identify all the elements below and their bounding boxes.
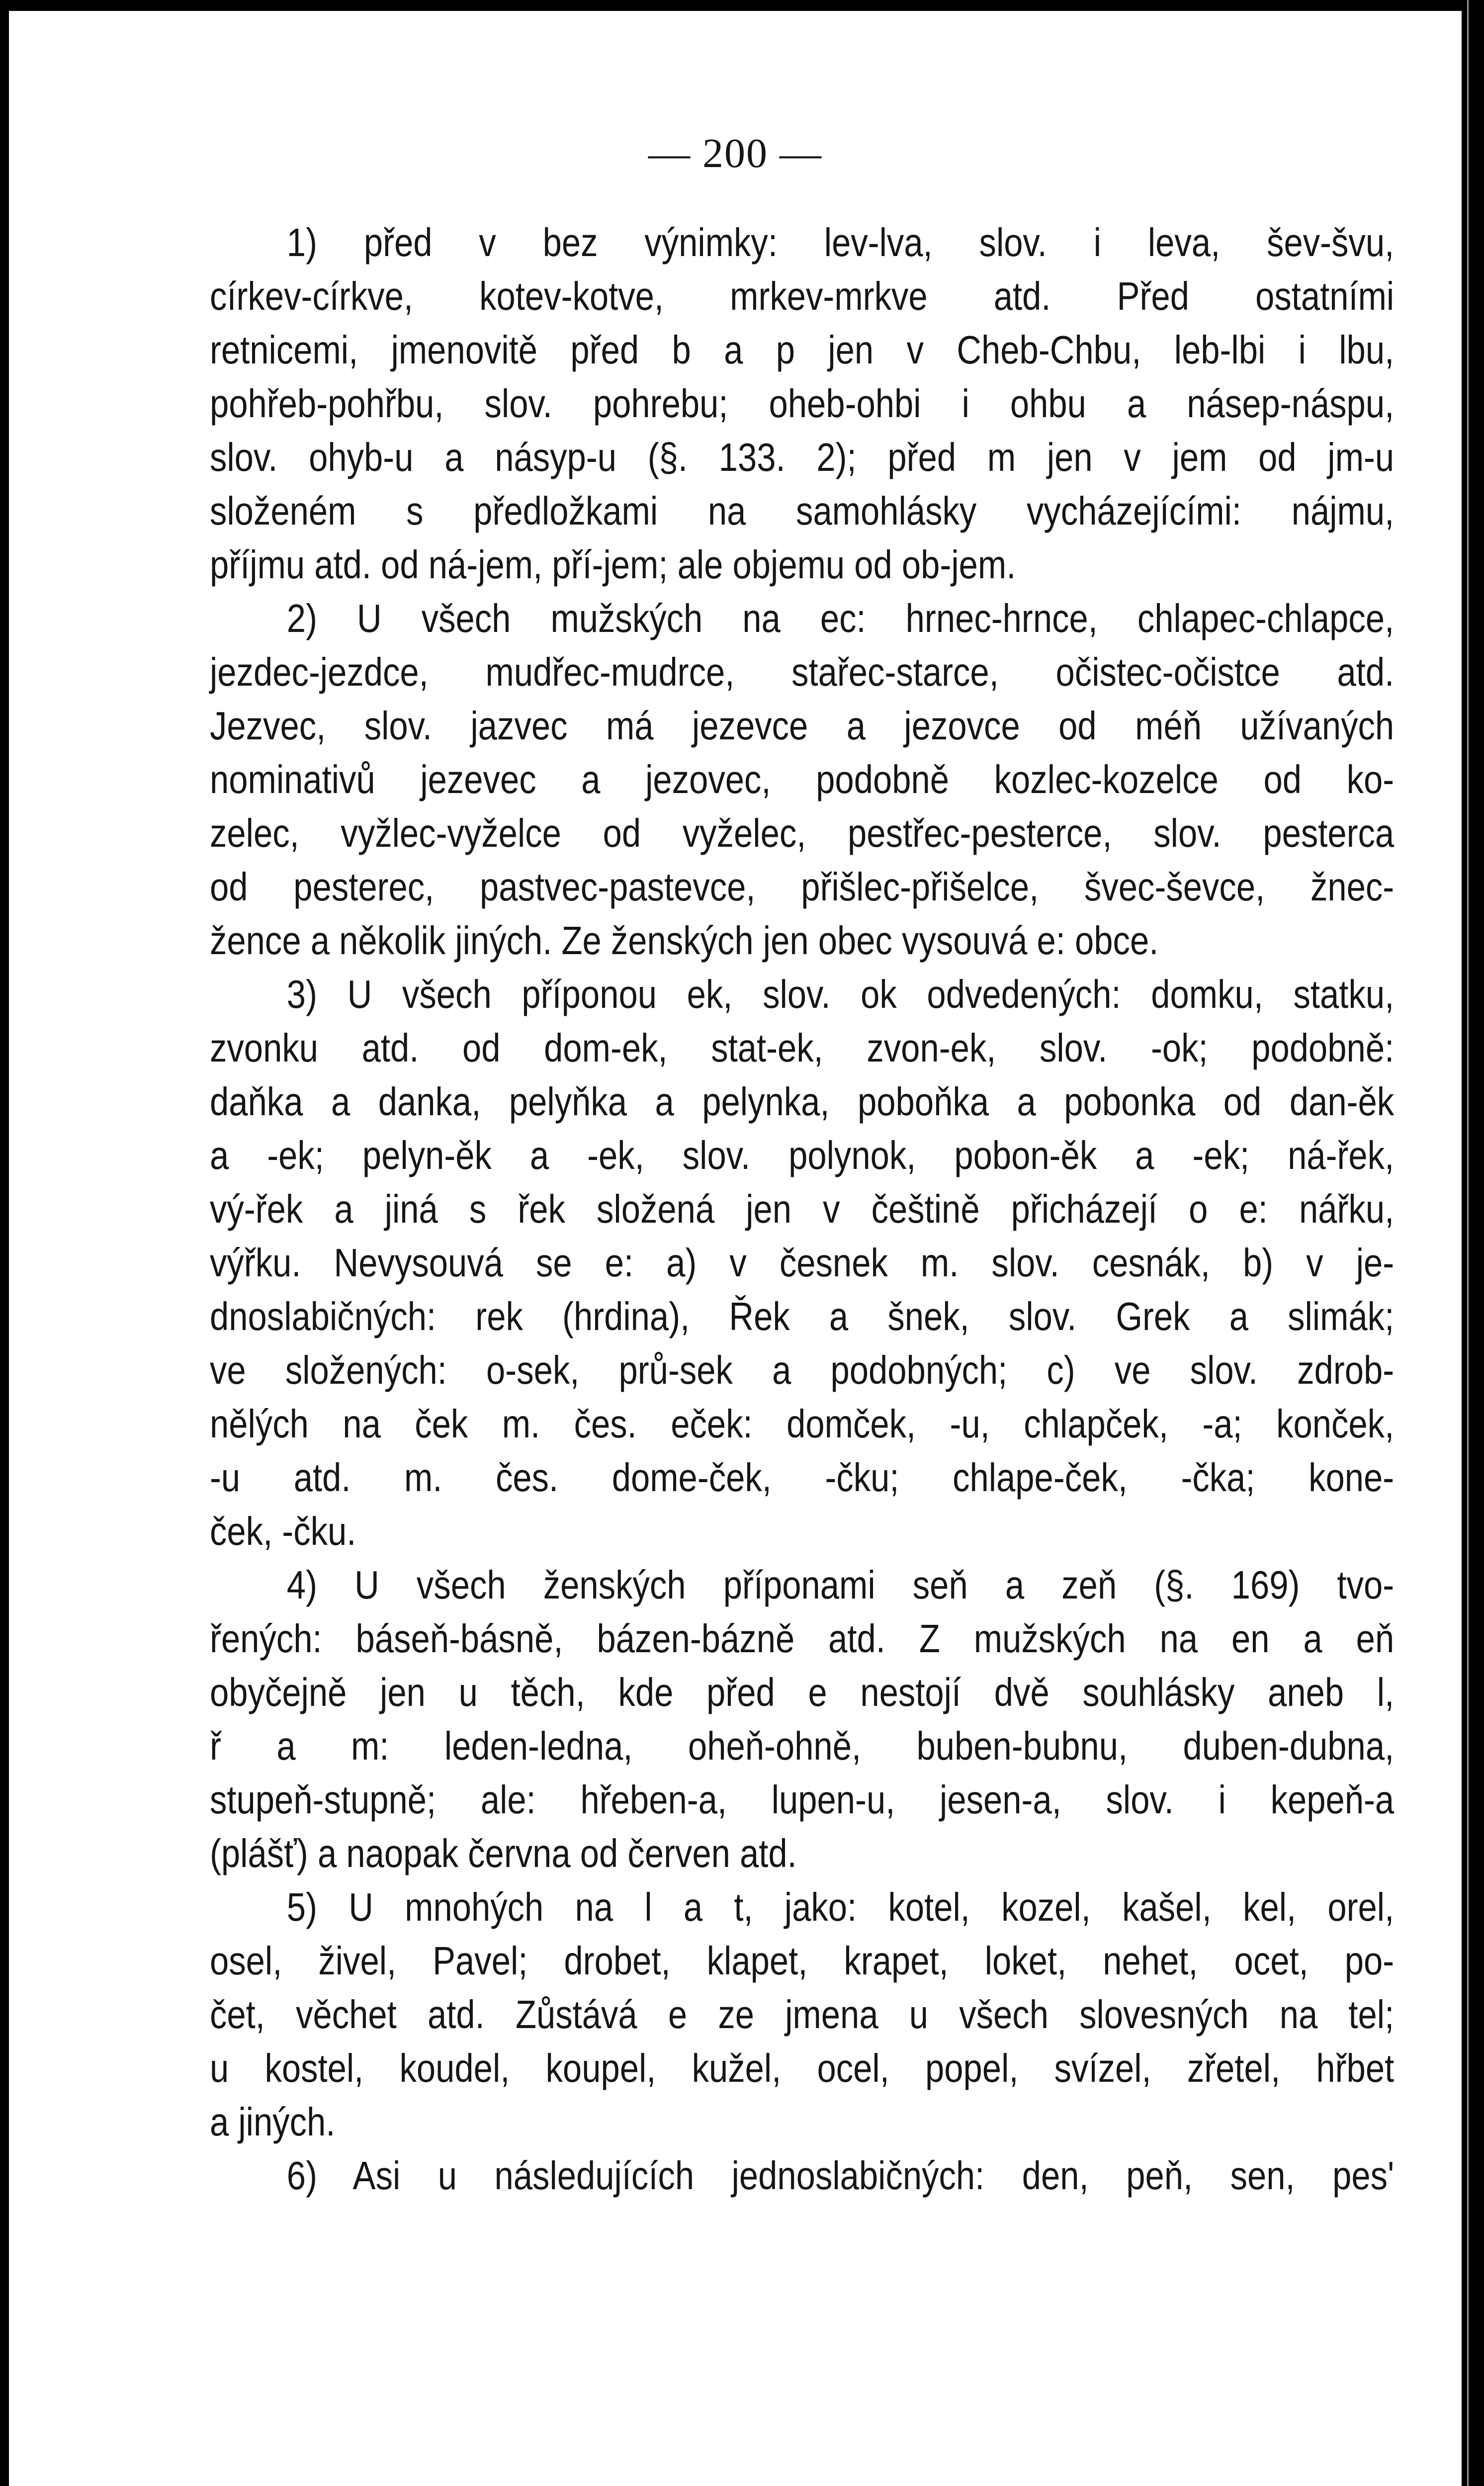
text-line: výřku. Nevysouvá se e: a) v česnek m. slov. cesnák, b) v je- [210,1241,1395,1285]
text-line: u kostel, koudel, koupel, kužel, ocel, popel, svízel, zřetel, hřbet [210,2046,1395,2090]
text-line: 5) U mnohých na l a t, jako: kotel, kozel, kašel, kel, orel, [286,1885,1395,1929]
text-line: -u atd. m. čes. dome-ček, -čku; chlape-ček, -čka; kone- [210,1455,1395,1500]
text-line: slov. ohyb-u a násyp-u (§. 133. 2); před m jen v jem od jm-u [210,435,1395,479]
text-line: dnoslabičných: rek (hrdina), Řek a šnek, slov. Grek a slimák; [210,1294,1395,1338]
text-line: vý-řek a jiná s řek složená jen v češtině přicházejí o e: nářku, [210,1187,1395,1231]
text-line: obyčejně jen u těch, kde před e nestojí dvě souhlásky aneb l, [210,1670,1395,1714]
text-line: daňka a danka, pelyňka a pelynka, poboňka a pobonka od dan-ěk [210,1079,1395,1124]
text-line: Jezvec, slov. jazvec má jezevce a jezovce od méň užívaných [210,704,1395,748]
text-line: ček, -čku. [210,1509,356,1553]
text-line: církev-církve, kotev-kotve, mrkev-mrkve atd. Před ostatními [210,274,1395,318]
text-line: pohřeb-pohřbu, slov. pohrebu; oheb-ohbi i ohbu a násep-náspu, [210,381,1395,426]
text-line: zvonku atd. od dom-ek, stat-ek, zvon-ek, slov. -ok; podobně: [210,1026,1395,1070]
text-line: nominativů jezevec a jezovec, podobně kozlec-kozelce od ko- [210,757,1395,801]
scan-edge [1462,0,1484,2486]
text-line: 4) U všech ženských příponami seň a zeň (§. 169) tvo- [286,1563,1395,1607]
text-line: 6) Asi u následujících jednoslabičných: den, peň, sen, pes' [286,2153,1395,2198]
text-line: řených: báseň-básně, bázen-bázně atd. Z mužských na en a eň [210,1616,1395,1661]
text-line: ř a m: leden-ledna, oheň-ohně, buben-bubnu, duben-dubna, [210,1724,1395,1768]
text-line: čet, věchet atd. Zůstává e ze jmena u všech slovesných na tel; [210,1992,1395,2037]
text-line: žence a několik jiných. Ze ženských jen obec vysouvá e: obce. [210,918,1159,963]
text-line: složeném s předložkami na samohlásky vycházejícími: nájmu, [210,489,1395,533]
text-line: od pesterec, pastvec-pastevce, přišlec-přišelce, švec-ševce, žnec- [210,865,1395,909]
body-text [210,216,1394,2203]
text-line: osel, živel, Pavel; drobet, klapet, krapet, loket, nehet, ocet, po- [210,1939,1395,1983]
text-line: stupeň-stupně; ale: hřeben-a, lupen-u, jesen-a, slov. i kepeň-a [210,1777,1395,1822]
text-line: 2) U všech mužských na ec: hrnec-hrnce, chlapec-chlapce, [286,596,1395,640]
text-line: jezdec-jezdce, mudřec-mudrce, stařec-starce, očistec-očistce atd. [210,650,1395,694]
scan-edge-line [1467,0,1469,2486]
book-page [9,11,1462,2486]
text-line: nělých na ček m. čes. eček: domček, -u, chlapček, -a; konček, [210,1402,1395,1446]
text-line: příjmu atd. od ná-jem, pří-jem; ale objemu od ob-jem. [210,542,1016,587]
text-line: 3) U všech příponou ek, slov. ok odvedených: domku, statku, [286,972,1395,1016]
text-line: 1) před v bez výnimky: lev-lva, slov. i leva, šev-švu, [286,220,1395,265]
text-line: retnicemi, jmenovitě před b a p jen v Cheb-Chbu, leb-lbi i lbu, [210,328,1395,372]
text-line: ve složených: o-sek, prů-sek a podobných; c) ve slov. zdrob- [210,1348,1395,1392]
text-line: (plášť) a naopak června od červen atd. [210,1831,797,1875]
page-number: — 200 — [648,130,822,177]
text-line: zelec, vyžlec-vyželce od vyželec, pestřec-pesterce, slov. pesterca [210,811,1395,855]
text-line: a -ek; pelyn-ěk a -ek, slov. polynok, pobon-ěk a -ek; ná-řek, [210,1133,1395,1177]
text-line: a jiných. [210,2100,336,2144]
